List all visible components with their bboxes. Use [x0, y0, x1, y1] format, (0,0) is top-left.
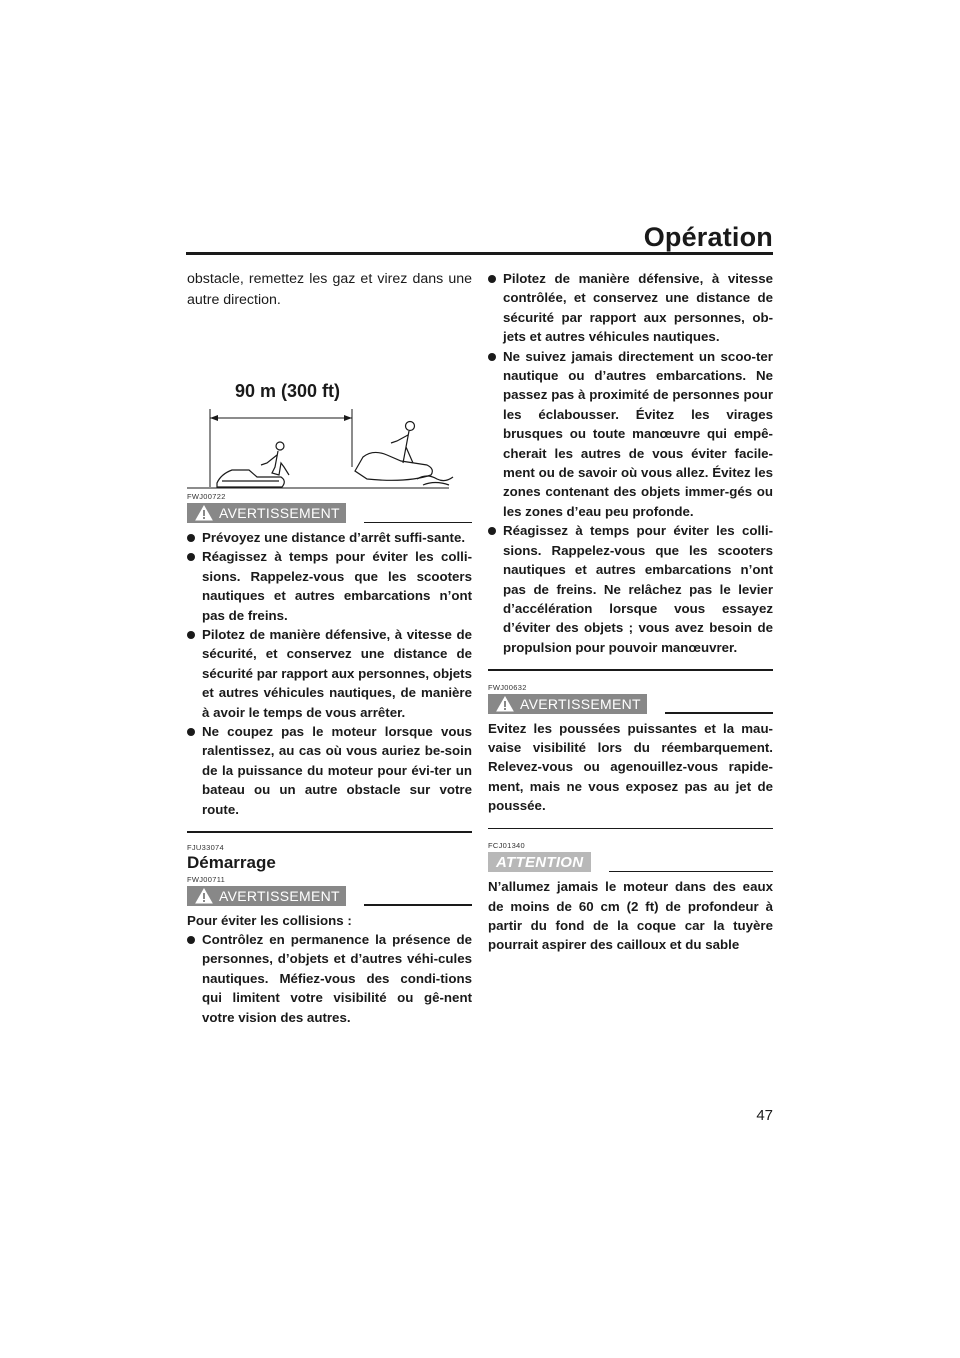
- distance-label: 90 m (300 ft): [235, 381, 341, 401]
- jet-ski-right: [355, 422, 453, 486]
- list-item: Prévoyez une distance d’arrêt suffi-sante.: [187, 528, 472, 547]
- left-column: [187, 269, 472, 1027]
- attention-code: FCJ01340: [488, 841, 526, 851]
- warning-header: [187, 885, 472, 907]
- right-column: [488, 269, 773, 955]
- list-item: Ne suivez jamais directement un scoo-ter nautique ou d’autres embarcations. Ne passez pas à proximité de personnes pour les éclabousser. Évitez les virages brusques ou toute manœuvre qui empê-cherait les autres de vous éviter facile-ment ou de savoir où vous allez. Évitez les zones contenant des objets immer-gés ou les zones d’eau peu profonde.: [488, 347, 773, 522]
- warning-list: [187, 930, 472, 1027]
- section-title: Démarrage: [187, 852, 276, 872]
- page-title: Opération: [643, 222, 773, 252]
- warning-code: FWJ00632: [488, 682, 527, 692]
- warning-code: FWJ00711: [187, 874, 226, 884]
- warning-text: Evitez les poussées puissantes et la mau-vaise visibilité lors du réembarquement. Relevez-vous ou agenouillez-vous rapide-ment, mais ne vous exposez pas au jet de poussée.: [488, 720, 773, 814]
- warning-triangle-icon: [496, 696, 514, 712]
- warning-badge-label: AVERTISSEMENT: [219, 505, 340, 521]
- warning-code: FWJ00722: [187, 492, 226, 501]
- warning-badge: [187, 886, 346, 906]
- header-rule: [186, 252, 773, 255]
- warning-badge-label: AVERTISSEMENT: [219, 887, 340, 904]
- header-line: [609, 871, 773, 873]
- bullet-icon: [488, 353, 496, 361]
- warning-badge-label: AVERTISSEMENT: [520, 695, 641, 712]
- list-item: Réagissez à temps pour éviter les colli-sions. Rappelez-vous que les scooters nautiques et autres embarcations n’ont pas de freins.: [187, 547, 472, 625]
- header-line: [665, 712, 773, 714]
- warning-triangle-icon: [195, 505, 213, 521]
- warning-end-rule: [187, 831, 472, 833]
- attention-header: [488, 851, 773, 873]
- list-item: Contrôlez en permanence la présence de personnes, d’objets et d’autres véhi-cules nautiques. Méfiez-vous des condi-tions qui limitent votre visibilité ou gê-nent votre vision des autres.: [187, 930, 472, 1027]
- list-item: Pilotez de manière défensive, à vitesse de sécurité, et conservez une distance de sécurité par rapport aux personnes, objets et autres véhicules nautiques, de manière à avoir le temps de vous arrêter.: [187, 625, 472, 722]
- header-line: [364, 522, 472, 524]
- warning-header: [488, 693, 773, 715]
- header-line: [364, 904, 472, 906]
- warning-end-rule: [488, 669, 773, 671]
- warning-badge: [488, 694, 647, 714]
- jet-ski-left: [217, 442, 289, 487]
- warning-list-continued: [488, 269, 773, 657]
- bullet-icon: [488, 527, 496, 535]
- list-item: Pilotez de manière défensive, à vitesse contrôlée, et conservez une distance de sécurité par rapport aux personnes, ob-jets et autres véhicules nautiques.: [488, 269, 773, 347]
- attention-badge: ATTENTION: [488, 852, 591, 872]
- distance-figure: [187, 317, 472, 492]
- bullet-icon: [187, 631, 195, 639]
- page-number: 47: [756, 1107, 773, 1124]
- list-item: Réagissez à temps pour éviter les colli-sions. Rappelez-vous que les scooters nautiques et autres embarcations n’ont pas de freins. Ne relâchez pas le levier d’accélération lorsque vous essayez d’éviter des objets ; vous avez besoin de propulsion pour pouvoir manœuvrer.: [488, 521, 773, 657]
- warning-list: [187, 528, 472, 819]
- warning-triangle-icon: [195, 888, 213, 904]
- attention-text: N’allumez jamais le moteur dans des eaux de moins de 60 cm (2 ft) de profondeur à partir du fond de la coque car la tuyère pourrait aspirer des cailloux et du sable: [488, 879, 773, 953]
- section-code: FJU33074: [187, 842, 225, 852]
- warning-badge: [187, 503, 346, 523]
- list-item: Ne coupez pas le moteur lorsque vous ralentissez, au cas où vous auriez be-soin de la puissance du moteur pour évi-ter un bateau ou un autre obstacle sur votre route.: [187, 722, 472, 819]
- bullet-icon: [187, 553, 195, 561]
- bullet-icon: [187, 534, 195, 542]
- intro-paragraph: obstacle, remettez les gaz et virez dans une autre direction.: [187, 271, 472, 308]
- warning-lead: Pour éviter les collisions :: [187, 912, 352, 928]
- jet-ski-illustration: [187, 317, 472, 492]
- bullet-icon: [187, 936, 195, 944]
- bullet-icon: [488, 275, 496, 283]
- warning-end-rule: [488, 828, 773, 830]
- warning-header: [187, 502, 472, 524]
- bullet-icon: [187, 728, 195, 736]
